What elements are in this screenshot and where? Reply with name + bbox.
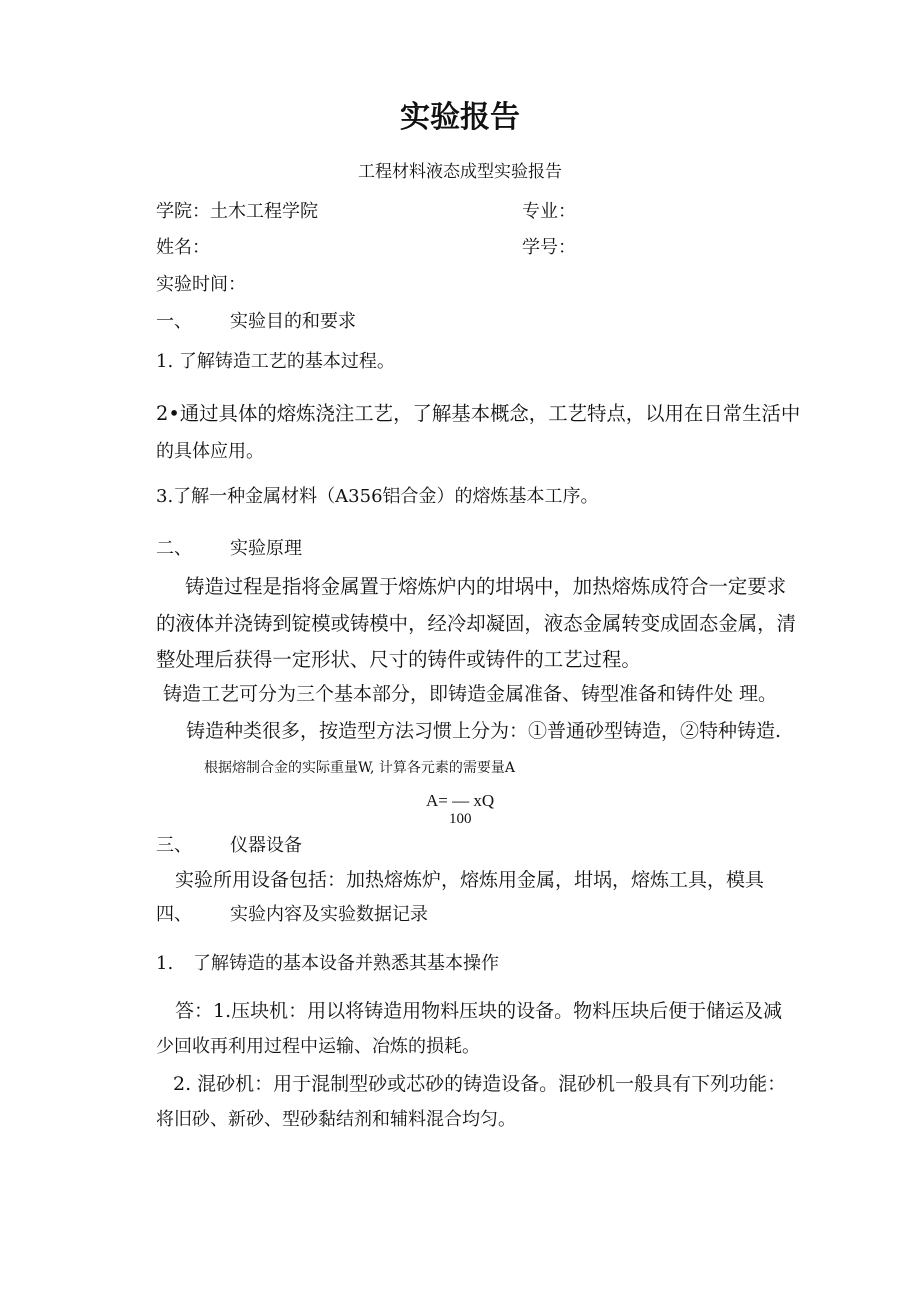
document-subtitle: 工程材料液态成型实验报告 — [358, 162, 562, 182]
paragraph: 2. 混砂机：用于混制型砂或芯砂的铸造设备。混砂机一般具有下列功能： — [173, 1073, 787, 1095]
section-number: 四、 — [156, 904, 192, 925]
college-field: 学院：土木工程学院 — [156, 201, 318, 222]
student-id-field: 学号： — [522, 237, 576, 258]
section-heading: 实验内容及实验数据记录 — [230, 904, 428, 925]
item-title: 了解铸造的基本设备并熟悉其基本操作 — [193, 953, 499, 974]
section-heading: 实验目的和要求 — [230, 311, 356, 332]
paragraph: 3.了解一种金属材料（A356铝合金）的熔炼基本工序。 — [156, 486, 599, 507]
paragraph: 将旧砂、新砂、型砂黏结剂和辅料混合均匀。 — [156, 1109, 516, 1130]
paragraph: 铸造工艺可分为三个基本部分，即铸造金属准备、铸型准备和铸件处 理。 — [163, 683, 778, 705]
paragraph: 答：1.压块机：用以将铸造用物料压块的设备。物料压块后便于储运及减 — [175, 1000, 783, 1022]
paragraph: 2•通过具体的熔炼浇注工艺，了解基本概念，工艺特点，以用在日常生活中 — [156, 402, 801, 425]
name-field: 姓名： — [156, 237, 210, 258]
paragraph: 铸造种类很多，按造型方法习惯上分为：①普通砂型铸造，②特种铸造. — [186, 720, 782, 742]
paragraph: 整处理后获得一定形状、尺寸的铸件或铸件的工艺过程。 — [156, 648, 641, 671]
document-title: 实验报告 — [400, 100, 520, 135]
paragraph: 铸造过程是指将金属置于熔炼炉内的坩埚中，加热熔炼成符合一定要求 — [185, 575, 787, 598]
paragraph: 1. 了解铸造工艺的基本过程。 — [156, 351, 395, 372]
paragraph: 少回收再利用过程中运输、冶炼的损耗。 — [156, 1036, 480, 1057]
paragraph: 的液体并浇铸到锭模或铸模中，经冷却凝固，液态金属转变成固态金属，清 — [156, 612, 796, 635]
section-heading: 仪器设备 — [230, 835, 302, 856]
section-number: 三、 — [156, 835, 192, 856]
paragraph: 实验所用设备包括：加热熔炼炉，熔炼用金属，坩埚，熔炼工具，模具 — [175, 869, 765, 891]
paragraph: 的具体应用。 — [156, 441, 264, 462]
section-number: 二、 — [156, 538, 192, 559]
formula-caption: 根据熔制合金的实际重量W, 计算各元素的需要量A — [204, 760, 515, 776]
section-number: 一、 — [156, 311, 192, 332]
formula-denominator: 100 — [449, 811, 472, 827]
major-field: 专业： — [522, 201, 576, 222]
item-number: 1. — [156, 953, 174, 974]
section-heading: 实验原理 — [230, 538, 302, 559]
time-field: 实验时间： — [156, 274, 246, 295]
formula: A= — xQ — [426, 791, 495, 810]
